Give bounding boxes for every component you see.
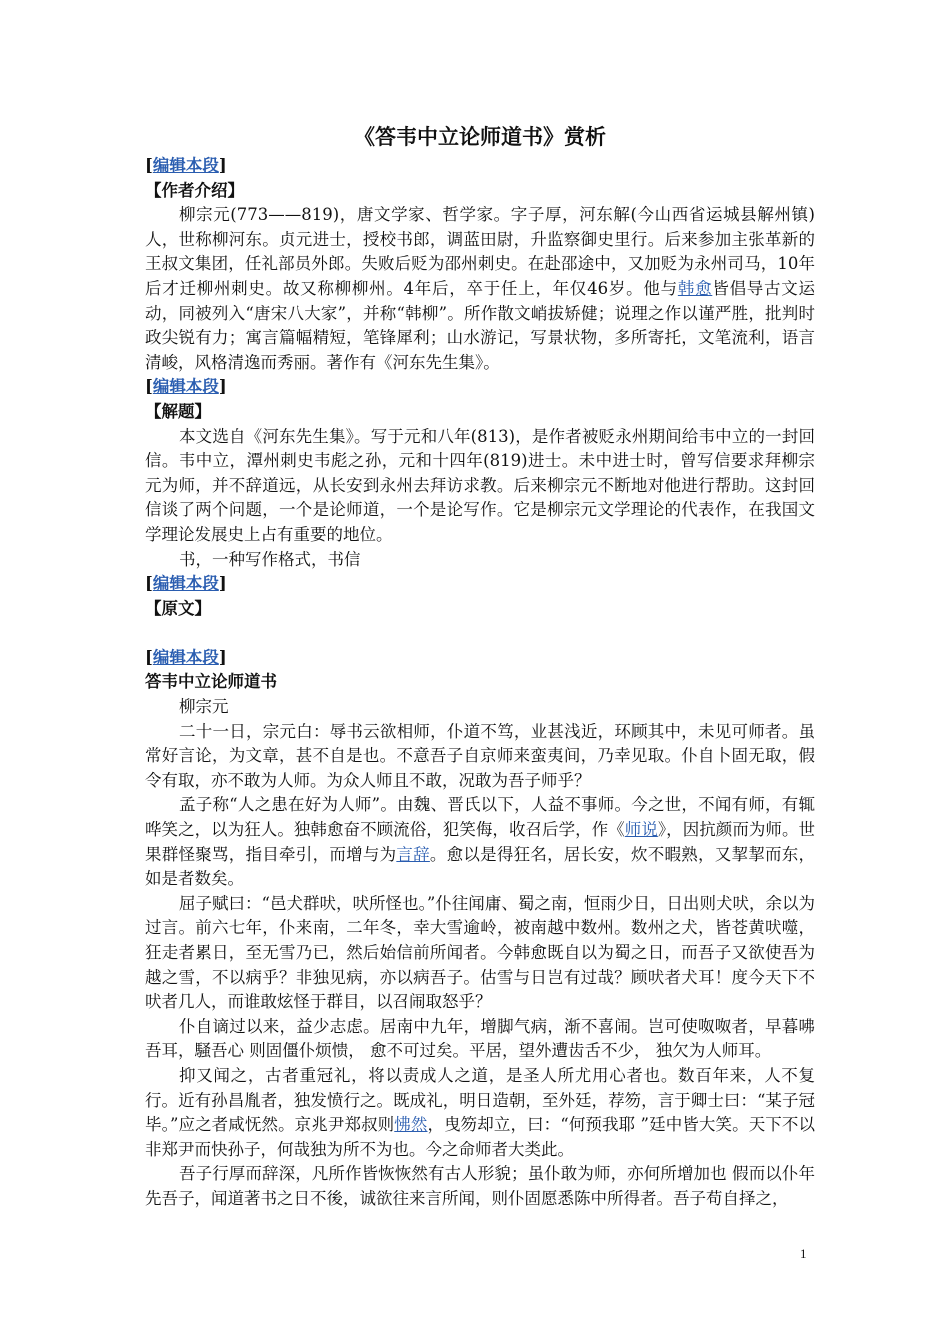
page-title: 《答韦中立论师道书》赏析: [354, 124, 606, 149]
edit-section-link-3[interactable]: [编辑本段]: [145, 574, 227, 594]
blank-line: [145, 621, 815, 646]
section-heading-author: 【作者介绍】: [145, 180, 244, 200]
original-paragraph-3: 屈子赋曰：“邑犬群吠，吠所怪也。”仆往闻庸、蜀之南，恒雨少日，日出则犬吠，余以为过言。前六七年，仆来南，二年冬，幸大雪逾岭，被南越中数州。数州之犬，皆苍黄吠噬，狂走者累日，至无雪乃已，然后始信前所闻者。今韩愈既自以为蜀之日，而吾子又欲使吾为越之雪，不以病乎？非独见病，亦以病吾子。估雪与日岂有过哉？顾吠者犬耳！度今天下不吠者几人，而谁敢炫怪于群目，以召闹取怒乎？: [145, 893, 815, 1012]
page-number: 1: [800, 1246, 807, 1261]
text: ，曳笏却立，曰：“何预我耶 ”廷中皆大笑。天下不以非郑尹而快孙子，何哉独为所不为也。今之命师者大类此。: [145, 1115, 815, 1159]
yan-ci-link[interactable]: 言辞: [396, 844, 430, 864]
edit-section-link-4[interactable]: [编辑本段]: [145, 647, 227, 667]
author-intro-paragraph: [145, 203, 815, 375]
text: 孟子称“人之患在好为人师”。由魏、晋氏以下，人益不事师。今之世，不闻有师，有辄哗笑之，以为狂人。独韩愈奋不顾流俗，犯笑侮，收召后学，作《: [145, 795, 815, 840]
text: 》，因抗颜而为师。世果群怪聚骂，指目牵引，而增与为: [145, 820, 816, 864]
section-heading-jieti: 【解题】: [145, 401, 211, 421]
text: 皆倡导古文运动，同被列入“唐宋八大家”，并称“韩柳”。所作散文峭拔矫健；说理之作以谨严胜，批判时政尖锐有力；寓言篇幅精短，笔锋犀利；山水游记，写景状物，多所寄托，文笔流利，语言清峻，风格清逸而秀丽。著作有《河东先生集》。: [145, 278, 816, 372]
section-heading-yuanwen: 【原文】: [145, 598, 211, 618]
han-yu-link[interactable]: 韩愈: [677, 278, 713, 298]
document-body: [145, 122, 815, 1212]
fu-ran-link[interactable]: 怫然: [394, 1115, 428, 1135]
jieti-paragraph: 本文选自《河东先生集》。写于元和八年(813)，是作者被贬永州期间给韦中立的一封回信。韦中立，潭州刺史韦彪之孙，元和十四年(819)进士。未中进士时，曾写信要求拜柳宗元为师，并不辞道远，从长安到永州去拜访求教。后来柳宗元不断地对他进行帮助。这封回信谈了两个问题，一个是论师道，一个是论写作。它是柳宗元文学理论的代表作，在我国文学理论发展史上占有重要的地位。: [145, 426, 815, 544]
text: 抑又闻之，古者重冠礼，将以责成人之道，是圣人所尤用心者也。数百年来，人不复行。近有孙昌胤者，独发愤行之。既成礼，明日造朝，至外廷，荐笏，言于卿士曰：“某子冠毕。”应之者咸怃然。京兆尹郑叔则: [145, 1065, 815, 1135]
edit-section-link-1[interactable]: [编辑本段]: [145, 156, 227, 175]
edit-link[interactable]: 编辑本段: [152, 377, 219, 397]
edit-link[interactable]: 编辑本段: [152, 156, 219, 175]
original-paragraph-5: [145, 1064, 815, 1162]
original-paragraph-1: 二十一日，宗元白：辱书云欲相师，仆道不笃，业甚浅近，环顾其中，未见可师者。虽常好言论，为文章，甚不自是也。不意吾子自京师来蛮夷间，乃幸见取。仆自卜固无取，假令有取，亦不敢为人师。为众人师且不敢，况敢为吾子师乎？: [145, 721, 815, 790]
work-author: 柳宗元: [179, 697, 229, 717]
jieti-note: 书，一种写作格式，书信: [179, 549, 361, 569]
original-paragraph-6: 吾子行厚而辞深，凡所作皆恢恢然有古人形貌；虽仆敢为师，亦何所增加也 假而以仆年先吾子，闻道著书之日不後，诚欲往来言所闻，则仆固愿悉陈中所得者。吾子苟自择之，: [145, 1164, 815, 1208]
text: 。愈以是得狂名，居长安，炊不暇熟，又挈挈而东，如是者数矣。: [145, 844, 816, 889]
text: 柳宗元(773——819)，唐文学家、哲学家。字子厚，河东解(今山西省运城县解州镇)人，世称柳河东。贞元进士，授校书郎，调蓝田尉，升监察御史里行。后来参加主张革新的王叔文集团，任礼部员外郎。失败后贬为邵州刺史。在赴邵途中，又加贬为永州司马，10年后才迁柳州刺史。故又称柳柳州。4年后，卒于任上，年仅46岁。他与: [145, 205, 815, 298]
edit-link[interactable]: 编辑本段: [152, 647, 219, 667]
original-paragraph-2: [145, 793, 815, 891]
edit-link[interactable]: 编辑本段: [152, 574, 219, 594]
edit-section-link-2[interactable]: [编辑本段]: [145, 377, 227, 397]
shi-shuo-link[interactable]: 师说: [624, 820, 658, 840]
original-paragraph-4: 仆自谪过以来，益少志虑。居南中九年，增脚气病，渐不喜闹。岂可使呶呶者，早暮咈吾耳，騒吾心 则固僵仆烦愦， 愈不可过矣。平居，望外遭齿舌不少， 独欠为人师耳。: [145, 1016, 815, 1061]
work-title: 答韦中立论师道书: [145, 672, 277, 692]
